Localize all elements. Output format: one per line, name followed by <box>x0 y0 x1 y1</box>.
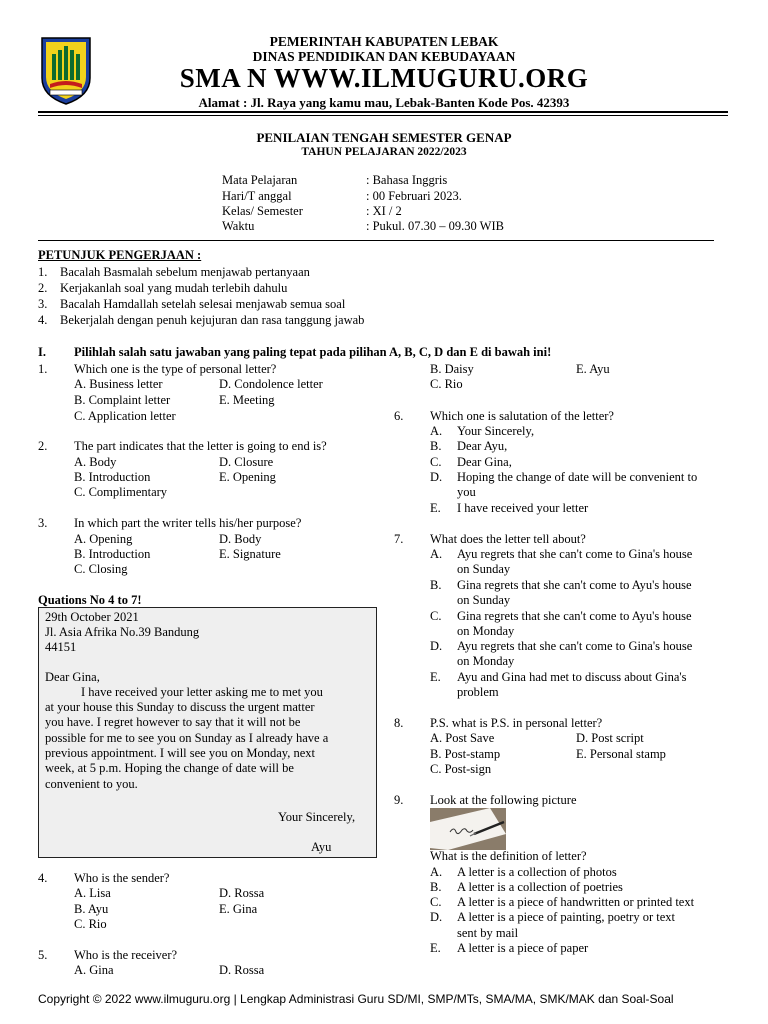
letter-body-line: I have received your letter asking me to met you <box>81 685 323 699</box>
government-name: PEMERINTAH KABUPATEN LEBAK <box>269 34 499 49</box>
option-c: C. Closing <box>74 562 128 576</box>
option-e: E. Signature <box>219 547 281 561</box>
option-d: D. Rossa <box>219 963 265 977</box>
option-text: I have received your letter <box>457 501 589 515</box>
option-letter: E. <box>430 670 441 684</box>
option-text: A letter is a piece of paper <box>457 941 589 955</box>
option-text: Dear Gina, <box>457 455 512 469</box>
handwritten-letter-picture <box>430 808 506 850</box>
option-b: B. Complaint letter <box>74 393 171 407</box>
option-letter: D. <box>430 910 443 924</box>
option-text-cont: on Monday <box>457 624 515 638</box>
section-instruction: Pilihlah salah satu jawaban yang paling tepat pada pilihan A, B, C, D dan E di bawah ini! <box>74 345 552 359</box>
question-number: 4. <box>38 871 48 885</box>
option-a: A. Post Save <box>430 731 495 745</box>
option-text: Ayu and Gina had met to discuss about Gina's <box>457 670 687 684</box>
option-text-cont: sent by mail <box>457 926 519 940</box>
option-letter: D. <box>430 639 443 653</box>
option-letter: E. <box>430 501 441 515</box>
question-number: 7. <box>394 532 404 546</box>
letter-body-line: previous appointment. I will see you on Monday, next <box>45 746 315 760</box>
option-text: Dear Ayu, <box>457 439 508 453</box>
option-text-cont: you <box>457 485 476 499</box>
question-text: In which part the writer tells his/her purpose? <box>74 516 302 530</box>
option-b: B. Daisy <box>430 362 474 376</box>
option-text-cont: problem <box>457 685 499 699</box>
option-letter: B. <box>430 880 442 894</box>
info-divider <box>38 240 714 241</box>
info-value: : Bahasa Inggris <box>366 173 448 187</box>
option-text: Ayu regrets that she can't come to Gina's house <box>457 639 693 653</box>
option-b: B. Introduction <box>74 470 151 484</box>
option-d: D. Rossa <box>219 886 265 900</box>
question-text: Which one is salutation of the letter? <box>430 409 614 423</box>
option-a: A. Opening <box>74 532 133 546</box>
question-text: Who is the sender? <box>74 871 170 885</box>
letter-body-line: you have. I regret however to say that it will not be <box>45 715 301 729</box>
option-letter: A. <box>430 547 443 561</box>
instruction-text: Bacalah Hamdallah setelah selesai menjawab semua soal <box>60 297 346 311</box>
question-text: P.S. what is P.S. in personal letter? <box>430 716 603 730</box>
option-d: D. Condolence letter <box>219 377 323 391</box>
option-b: B. Post-stamp <box>430 747 501 761</box>
option-c: C. Rio <box>74 917 107 931</box>
option-text: A letter is a collection of photos <box>457 865 617 879</box>
question-number: 8. <box>394 716 404 730</box>
option-a: A. Body <box>74 455 117 469</box>
option-b: B. Ayu <box>74 902 109 916</box>
option-e: E. Personal stamp <box>576 747 666 761</box>
instruction-text: Bacalah Basmalah sebelum menjawab pertanyaan <box>60 265 310 279</box>
info-label: Waktu <box>222 219 255 233</box>
letter-greeting: Dear Gina, <box>45 670 100 684</box>
info-label: Mata Pelajaran <box>222 173 298 187</box>
option-text: Hoping the change of date will be convenient to <box>457 470 698 484</box>
school-address: Alamat : Jl. Raya yang kamu mau, Lebak-Banten Kode Pos. 42393 <box>198 95 570 110</box>
letter-body-line: convenient to you. <box>45 777 138 791</box>
option-letter: C. <box>430 895 442 909</box>
letter-passage-box <box>38 607 377 858</box>
option-c: C. Post-sign <box>430 762 492 776</box>
option-e: E. Opening <box>219 470 276 484</box>
question-text-cont: What is the definition of letter? <box>430 849 587 863</box>
question-number: 2. <box>38 439 48 453</box>
question-number: 1. <box>38 362 48 376</box>
question-number: 5. <box>38 948 48 962</box>
option-text: Gina regrets that she can't come to Ayu's house <box>457 609 692 623</box>
option-letter: E. <box>430 941 441 955</box>
letter-signature: Ayu <box>311 840 332 854</box>
option-text-cont: on Sunday <box>457 562 511 576</box>
instruction-number: 4. <box>38 313 48 327</box>
option-a: A. Lisa <box>74 886 111 900</box>
option-e: E. Meeting <box>219 393 275 407</box>
option-c: C. Application letter <box>74 409 176 423</box>
option-text: Ayu regrets that she can't come to Gina's house <box>457 547 693 561</box>
option-text: Gina regrets that she can't come to Ayu's house <box>457 578 692 592</box>
instruction-number: 1. <box>38 265 48 279</box>
exam-title: PENILAIAN TENGAH SEMESTER GENAP <box>256 130 512 145</box>
option-a: A. Gina <box>74 963 114 977</box>
letter-street: Jl. Asia Afrika No.39 Bandung <box>45 625 200 639</box>
header-divider <box>38 111 728 116</box>
option-letter: A. <box>430 424 443 438</box>
option-text: Your Sincerely, <box>457 424 535 438</box>
option-letter: B. <box>430 578 442 592</box>
letter-date: 29th October 2021 <box>45 610 139 624</box>
option-d: D. Closure <box>219 455 274 469</box>
question-text: Look at the following picture <box>430 793 577 807</box>
question-number: 6. <box>394 409 404 423</box>
question-number: 9. <box>394 793 404 807</box>
letter-body-line: at your house this Sunday to discuss the urgent matter <box>45 700 315 714</box>
passage-heading: Quations No 4 to 7! <box>38 593 142 607</box>
info-label: Hari/T anggal <box>222 189 292 203</box>
question-number: 3. <box>38 516 48 530</box>
option-d: D. Post script <box>576 731 644 745</box>
option-text-cont: on Monday <box>457 654 515 668</box>
option-letter: B. <box>430 439 442 453</box>
regency-crest-logo <box>38 34 94 106</box>
letter-body-line: week, at 5 p.m. Hoping the change of date will be <box>45 761 294 775</box>
option-a: A. Business letter <box>74 377 163 391</box>
option-e: E. Ayu <box>576 362 610 376</box>
info-value: : 00 Februari 2023. <box>366 189 462 203</box>
instructions-heading: PETUNJUK PENGERJAAN : <box>38 248 202 262</box>
question-text: Who is the receiver? <box>74 948 178 962</box>
info-label: Kelas/ Semester <box>222 204 303 218</box>
option-c: C. Complimentary <box>74 485 168 499</box>
copyright-footer: Copyright © 2022 www.ilmuguru.org | Lengkap Administrasi Guru SD/MI, SMP/MTs, SMA/MA, SMK/MAK dan Soal-Soal <box>38 992 674 1006</box>
instruction-number: 3. <box>38 297 48 311</box>
option-b: B. Introduction <box>74 547 151 561</box>
letter-body-line: possible for me to see you on Sunday as I already have a <box>45 731 329 745</box>
option-text: A letter is a piece of painting, poetry or text <box>457 910 675 924</box>
question-text: Which one is the type of personal letter? <box>74 362 277 376</box>
option-letter: D. <box>430 470 443 484</box>
instruction-text: Bekerjalah dengan penuh kejujuran dan rasa tanggung jawab <box>60 313 365 327</box>
option-letter: A. <box>430 865 443 879</box>
option-text: A letter is a piece of handwritten or printed text <box>457 895 695 909</box>
info-value: : Pukul. 07.30 – 09.30 WIB <box>366 219 504 233</box>
option-letter: C. <box>430 455 442 469</box>
info-value: : XI / 2 <box>366 204 402 218</box>
instruction-text: Kerjakanlah soal yang mudah terlebih dahulu <box>60 281 288 295</box>
department-name: DINAS PENDIDIKAN DAN KEBUDAYAAN <box>252 49 516 64</box>
option-c: C. Rio <box>430 377 463 391</box>
option-d: D. Body <box>219 532 262 546</box>
section-number: I. <box>38 345 46 359</box>
exam-year: TAHUN PELAJARAN 2022/2023 <box>301 146 467 158</box>
option-e: E. Gina <box>219 902 258 916</box>
instruction-number: 2. <box>38 281 48 295</box>
option-text: A letter is a collection of poetries <box>457 880 623 894</box>
option-text-cont: on Sunday <box>457 593 511 607</box>
letter-closing: Your Sincerely, <box>278 810 356 824</box>
letter-postcode: 44151 <box>45 640 77 654</box>
question-text: The part indicates that the letter is going to end is? <box>74 439 327 453</box>
option-letter: C. <box>430 609 442 623</box>
question-text: What does the letter tell about? <box>430 532 586 546</box>
school-name: SMA N WWW.ILMUGURU.ORG <box>179 63 589 93</box>
